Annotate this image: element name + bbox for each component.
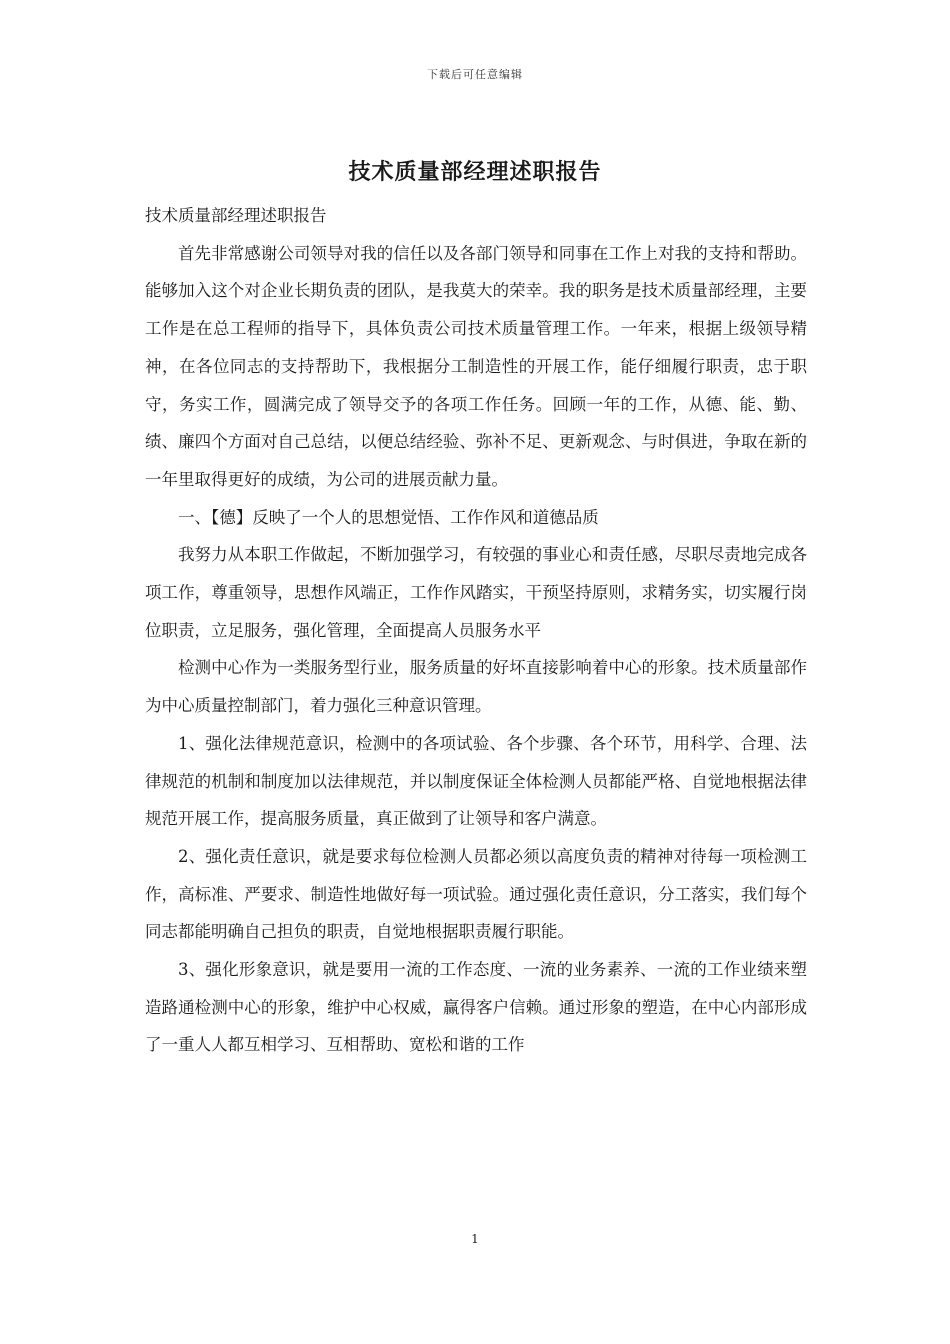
document-body (145, 197, 807, 1064)
paragraph-subtitle: 技术质量部经理述职报告 (145, 206, 327, 225)
paragraph-list-item: 1、强化法律规范意识，检测中的各项试验、各个步骤、各个环节，用科学、合理、法律规范的机制和制度加以法律规范，并以制度保证全体检测人员都能严格、自觉地根据法律规范开展工作，提高服务质量，真正做到了让领导和客户满意。 (145, 733, 807, 829)
page-header-note: 下载后可任意编辑 (427, 68, 523, 81)
paragraph-body: 检测中心作为一类服务型行业，服务质量的好坏直接影响着中心的形象。技术质量部作为中心质量控制部门，着力强化三种意识管理。 (145, 658, 807, 716)
paragraph-section-heading: 一、【德】反映了一个人的思想觉悟、工作作风和道德品质 (178, 507, 599, 527)
paragraph-list-item: 3、强化形象意识，就是要用一流的工作态度、一流的业务素养、一流的工作业绩来塑造路通检测中心的形象，维护中心权威，赢得客户信赖。通过形象的塑造，在中心内部形成了一重人人都互相学习、互相帮助、宽松和谐的工作 (145, 960, 807, 1055)
document-title: 技术质量部经理述职报告 (348, 159, 602, 185)
paragraph-list-item: 2、强化责任意识，就是要求每位检测人员都必须以高度负责的精神对待每一项检测工作，高标准、严要求、制造性地做好每一项试验。通过强化责任意识，分工落实，我们每个同志都能明确自己担负的职责，自觉地根据职责履行职能。 (145, 846, 807, 942)
paragraph-intro: 首先非常感谢公司领导对我的信任以及各部门领导和同事在工作上对我的支持和帮助。能够加入这个对企业长期负责的团队，是我莫大的荣幸。我的职务是技术质量部经理，主要工作是在总工程师的指导下，具体负责公司技术质量管理工作。一年来，根据上级领导精神，在各位同志的支持帮助下，我根据分工制造性的开展工作，能仔细履行职责，忠于职守，务实工作，圆满完成了领导交予的各项工作任务。回顾一年的工作，从德、能、勤、绩、廉四个方面对自己总结，以便总结经验、弥补不足、更新观念、与时俱进，争取在新的一年里取得更好的成绩，为公司的进展贡献力量。 (145, 243, 807, 489)
paragraph-body: 我努力从本职工作做起，不断加强学习，有较强的事业心和责任感，尽职尽责地完成各项工作，尊重领导，思想作风端正，工作作风踏实，干预坚持原则，求精务实，切实履行岗位职责，立足服务，强化管理，全面提高人员服务水平 (145, 545, 807, 640)
page-number: 1 (471, 1232, 479, 1246)
